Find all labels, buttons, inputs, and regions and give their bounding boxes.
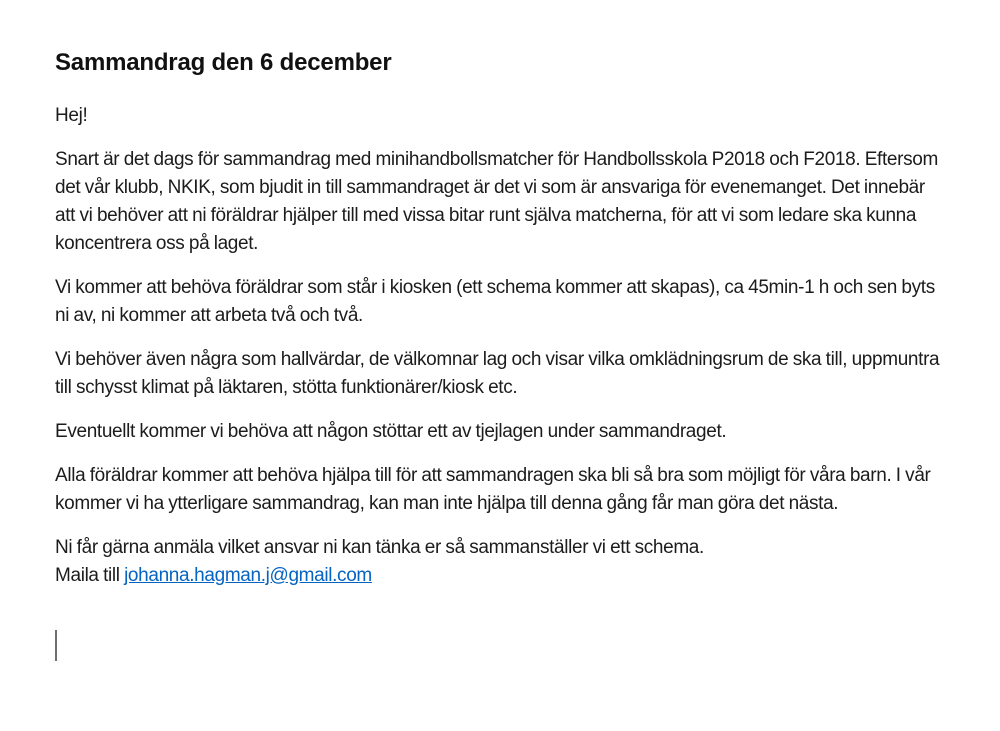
document-text-area[interactable] — [55, 48, 943, 590]
document-title: Sammandrag den 6 december — [55, 49, 392, 76]
paragraph-intro: Snart är det dags för sammandrag med minihandbollsmatcher för Handbollsskola P2018 och F2018. Eftersom det vår klubb, NKIK, som bjudit in till sammandraget är det vi som är ansvariga för evenemanget. Det innebär att vi behöver att ni föräldrar hjälper till med vissa bitar runt själva matcherna, för att vi som ledare ska kunna koncentrera oss på laget. — [55, 149, 938, 254]
text-cursor-caret — [55, 630, 57, 661]
closing-line: Ni får gärna anmäla vilket ansvar ni kan tänka er så sammanställer vi ett schema. — [55, 537, 704, 558]
paragraph-contact — [55, 534, 943, 590]
paragraph-alla-foraldrar: Alla föräldrar kommer att behöva hjälpa till för att sammandragen ska bli så bra som möjligt för våra barn. I vår kommer vi ha ytterligare sammandrag, kan man inte hjälpa till denna gång får man göra det nästa. — [55, 465, 931, 514]
greeting-line: Hej! — [55, 105, 88, 126]
email-link[interactable]: johanna.hagman.j@gmail.com — [124, 565, 372, 586]
paragraph-tjejlagen: Eventuellt kommer vi behöva att någon stöttar ett av tjejlagen under sammandraget. — [55, 421, 727, 442]
mail-prefix: Maila till — [55, 565, 125, 586]
paragraph-hallvardar: Vi behöver även några som hallvärdar, de välkomnar lag och visar vilka omklädningsrum de ska till, uppmuntra till schysst klimat på läktaren, stötta funktionärer/kiosk etc. — [55, 349, 940, 398]
paragraph-kiosk: Vi kommer att behöva föräldrar som står i kiosken (ett schema kommer att skapas), ca 45min-1 h och sen byts ni av, ni kommer att arbeta två och två. — [55, 277, 935, 326]
